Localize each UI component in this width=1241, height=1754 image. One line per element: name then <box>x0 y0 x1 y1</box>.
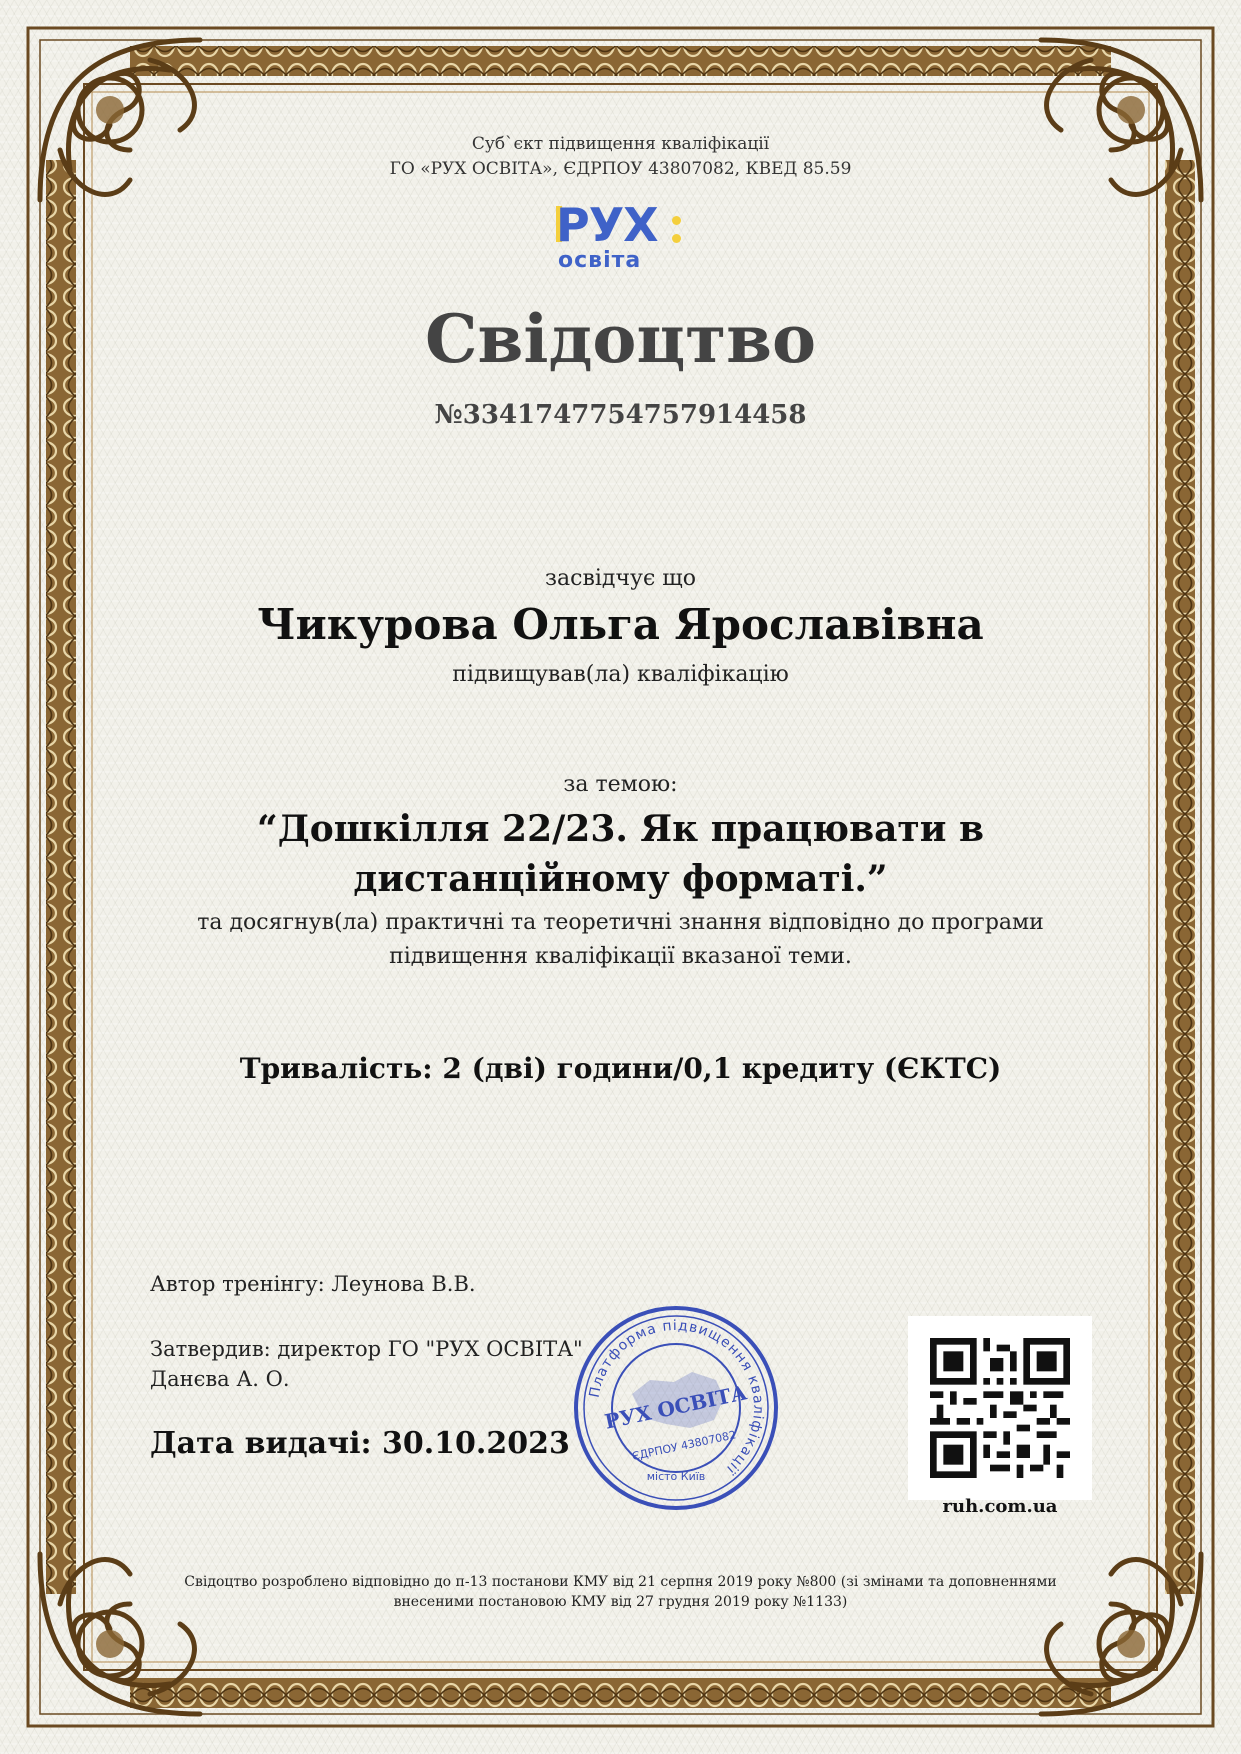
approved-by-line-1: Затвердив: директор ГО "РУХ ОСВІТА" <box>150 1337 583 1361</box>
course-topic: “Дошкілля 22/23. Як працювати в дистанційному форматі.” <box>257 808 984 900</box>
approved-by-line-2: Данєва А. О. <box>150 1367 290 1391</box>
ruh-osvita-logo <box>552 198 692 282</box>
recipient-name: Чикурова Ольга Ярославівна <box>257 600 984 649</box>
topic-label: за темою: <box>563 772 678 797</box>
logo-top-text: РУХ <box>556 198 658 252</box>
training-author: Автор тренінгу: Леунова В.В. <box>150 1272 476 1296</box>
improved-label: підвищував(ла) кваліфікацію <box>452 662 789 687</box>
qr-code[interactable] <box>908 1316 1092 1500</box>
official-stamp <box>570 1302 782 1514</box>
course-duration: Тривалість: 2 (дві) години/0,1 кредиту (ЄКТС) <box>239 1052 1002 1085</box>
stamp-city-text: місто Київ <box>646 1470 706 1483</box>
stamp-ring-text: Платформа підвищення кваліфікації <box>586 1317 767 1478</box>
legal-footnote: Свідоцтво розроблено відповідно до п-13 постанови КМУ від 21 серпня 2019 року №800 (зі змінами та доповненнями внесеними постановою КМУ від 27 грудня 2019 року №1133) <box>184 1574 1057 1610</box>
qr-code-icon <box>930 1338 1070 1478</box>
website-link[interactable]: ruh.com.ua <box>942 1496 1058 1517</box>
certifies-label: засвідчує що <box>545 566 696 591</box>
logo-dot-icon <box>672 234 681 243</box>
achievement-statement: та досягнув(ла) практичні та теоретичні знання відповідно до програми підвищення кваліфікації вказаної теми. <box>197 910 1044 969</box>
approved-by <box>150 1334 583 1394</box>
issuer-line-2: ГО «РУХ ОСВІТА», ЄДРПОУ 43807082, КВЕД 85.59 <box>389 159 852 179</box>
certificate-title: Свідоцтво <box>424 300 816 378</box>
issuer-block <box>0 132 1241 182</box>
logo-bottom-text: освіта <box>558 248 642 273</box>
stamp-code-text: ЄДРПОУ 43807082 <box>630 1428 738 1464</box>
issuer-line-1: Суб`єкт підвищення кваліфікації <box>471 134 770 154</box>
logo-dot-icon <box>672 216 681 225</box>
issue-date: Дата видачі: 30.10.2023 <box>150 1426 570 1461</box>
stamp-center-text: РУХ ОСВІТА <box>602 1380 749 1434</box>
certificate-number: №3341747754757914458 <box>434 400 807 430</box>
